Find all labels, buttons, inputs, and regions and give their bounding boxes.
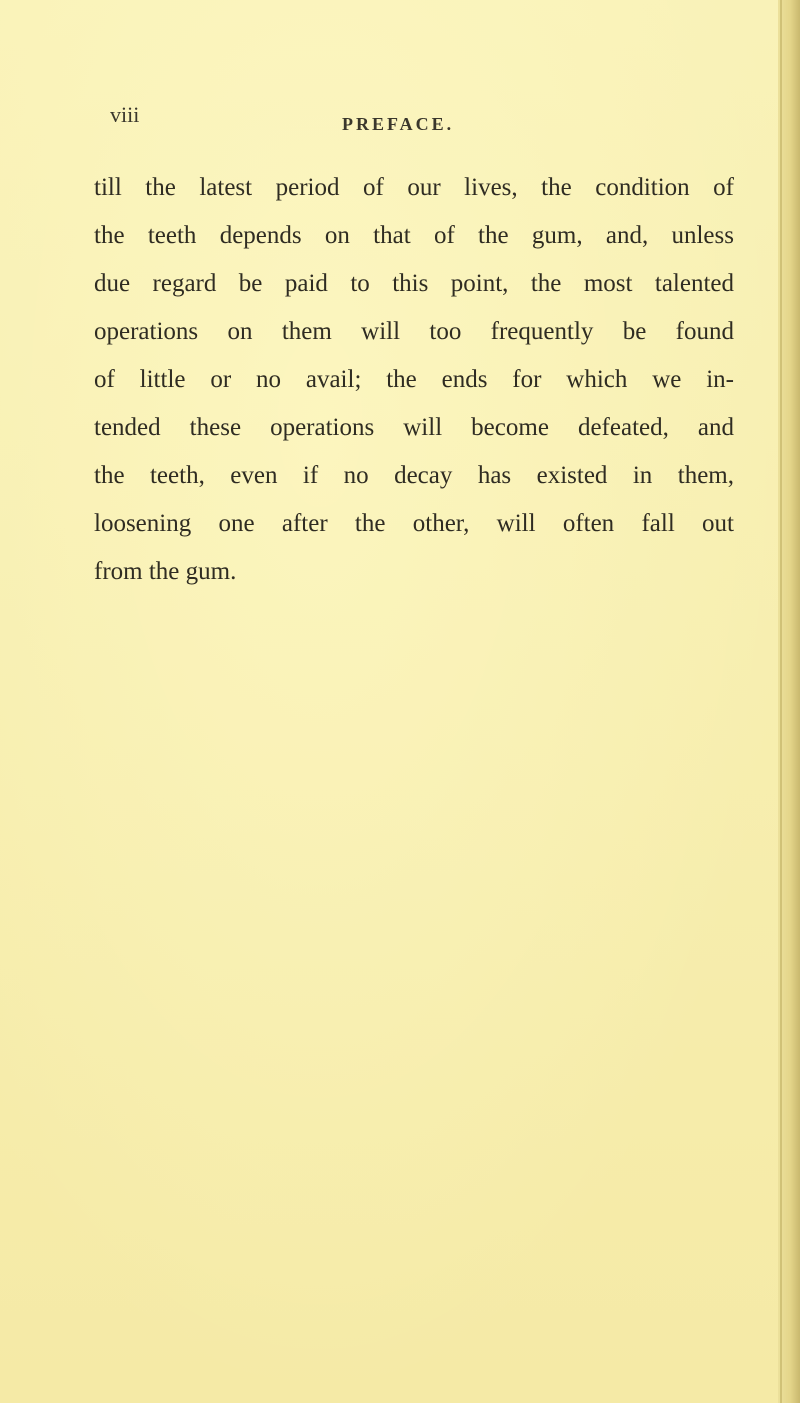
text-line: tended these operations will become defeated, and bbox=[94, 414, 734, 441]
text-line: due regard be paid to this point, the most talented bbox=[94, 270, 734, 297]
page-number: viii bbox=[110, 102, 140, 127]
text-line: the teeth, even if no decay has existed in them, bbox=[94, 462, 734, 489]
running-head: PREFACE. bbox=[342, 114, 455, 134]
text-line: from the gum. bbox=[94, 558, 237, 585]
page-header bbox=[110, 102, 750, 142]
text-line: of little or no avail; the ends for which we in- bbox=[94, 366, 734, 393]
text-line: operations on them will too frequently be found bbox=[94, 318, 734, 345]
body-paragraph bbox=[94, 164, 734, 596]
text-line: the teeth depends on that of the gum, and, unless bbox=[94, 222, 734, 249]
text-line: till the latest period of our lives, the condition of bbox=[94, 174, 734, 201]
text-line: loosening one after the other, will often fall out bbox=[94, 510, 734, 537]
page-edge-line bbox=[780, 0, 782, 1403]
